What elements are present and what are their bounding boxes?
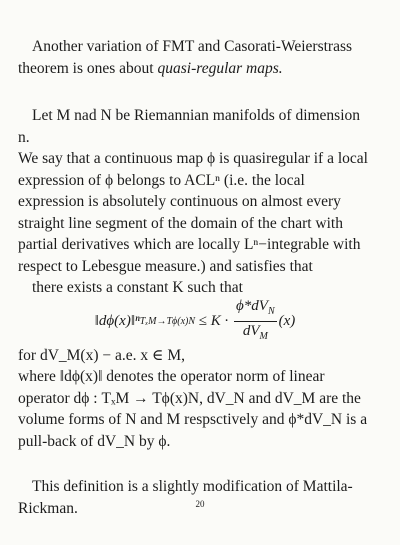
definition-explanation: where ‖dϕ(x)‖ denotes the operator norm of linear operator dϕ : TₓM → Tϕ(x)N, dV_N and dV_M are the volume forms of N and M respsctively and ϕ*dV_N is a pull-back of dV_N by ϕ. — [18, 368, 368, 450]
formula-argument: (x) — [278, 312, 296, 329]
definition-qualifier: for dV_M(x) − a.e. x ∈ M, — [18, 346, 186, 364]
intro-paragraph — [18, 36, 372, 79]
formula-fraction — [234, 297, 277, 346]
display-formula — [18, 299, 372, 345]
page-number: 20 — [195, 499, 205, 509]
definition-line-1: Let M nad N be Riemannian manifolds of dimension n. — [18, 107, 361, 146]
formula-left-subscript: TₓM→Tϕ(x)N — [139, 315, 196, 327]
definition-body: We say that a continuous map ϕ is quasiregular if a local expression of ϕ belongs to ACLⁿ (i.e. the local expression is absolutely continuous on almost every straight line segment of the domain of the chart with partial derivatives which are locally Lⁿ−integrable with respect to Lebesgue measure.) and satisfies that — [18, 150, 368, 275]
formula-denominator: $dV_M$ — [242, 323, 268, 342]
definition-condition: there exists a constant K such that — [32, 279, 243, 296]
formula-left: ‖dϕ(x)‖ⁿ — [94, 312, 140, 329]
formula-numerator: $\phi*dV_N$ — [234, 297, 277, 322]
intro-text: Another variation of FMT and Casorati-Weierstrass theorem is ones about — [18, 38, 353, 77]
intro-emphasis: quasi-regular maps. — [157, 59, 283, 77]
closing-paragraph: This definition is a slightly modification of Mattila-Rickman. — [18, 478, 353, 517]
formula-inequality: ≤ K · — [195, 312, 233, 329]
